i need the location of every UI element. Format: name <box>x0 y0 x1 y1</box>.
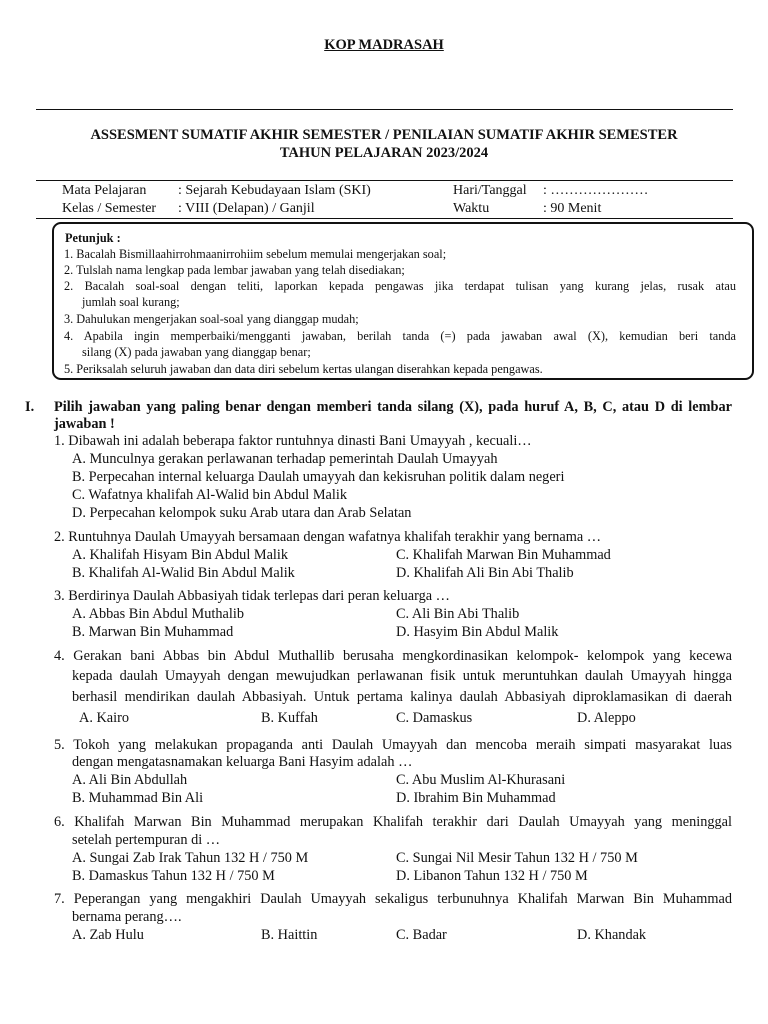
instruction-item: 4. Apabila ingin memperbaiki/mengganti jawaban, berilah tanda (=) pada jawaban awal (X), kemudian beri tanda <box>64 329 736 343</box>
header-divider <box>36 109 733 110</box>
question-5-cont: dengan mengatasnamakan keluarga Bani Hasyim adalah … <box>72 754 413 770</box>
instruction-item: 1. Bacalah Bismillaahirrohmaanirrohiim sebelum memulai mengerjakan soal; <box>64 247 447 261</box>
question-7: 7. Peperangan yang mengakhiri Daulah Umayyah sekaligus terbunuhnya Khalifah Marwan Bin Muhammad <box>54 891 732 907</box>
class-label: Kelas / Semester <box>62 201 157 216</box>
q4-option-c: C. Damaskus <box>396 710 473 726</box>
question-4-cont: kepada daulah Umayyah dengan mewujudkan perlawanan fisik untuk meruntuhkan daulah Umayyah hingga <box>72 668 732 684</box>
instructions-heading: Petunjuk : <box>65 231 121 245</box>
q1-option-b: B. Perpecahan internal keluarga Daulah umayyah dan kekisruhan politik dalam negeri <box>72 469 565 485</box>
q7-option-c: C. Badar <box>396 927 447 943</box>
info-top-rule <box>36 180 733 181</box>
instruction-item: 2. Tulslah nama lengkap pada lembar jawaban yang telah disediakan; <box>64 263 405 277</box>
question-3: 3. Berdirinya Daulah Abbasiyah tidak terlepas dari peran keluarga … <box>54 588 450 604</box>
question-4: 4. Gerakan bani Abbas bin Abdul Muthallib berusaha mengkordinasikan kelompok- kelompok yang kecewa <box>54 648 732 664</box>
q3-option-b: B. Marwan Bin Muhammad <box>72 624 234 640</box>
q5-option-b: B. Muhammad Bin Ali <box>72 790 204 806</box>
q6-option-c: C. Sungai Nil Mesir Tahun 132 H / 750 M <box>396 850 638 866</box>
time-value: : 90 Menit <box>543 201 602 216</box>
q6-option-d: D. Libanon Tahun 132 H / 750 M <box>396 868 588 884</box>
q2-option-c: C. Khalifah Marwan Bin Muhammad <box>396 547 611 563</box>
q4-option-d: D. Aleppo <box>577 710 636 726</box>
q3-option-a: A. Abbas Bin Abdul Muthalib <box>72 606 244 622</box>
instruction-item: 3. Dahulukan mengerjakan soal-soal yang dianggap mudah; <box>64 312 359 326</box>
question-7-cont: bernama perang…. <box>72 909 182 925</box>
q7-option-a: A. Zab Hulu <box>72 927 144 943</box>
instruction-item: 5. Periksalah seluruh jawaban dan data diri sebelum kertas ulangan diserahkan kepada pengawas. <box>64 362 543 376</box>
q5-option-d: D. Ibrahim Bin Muhammad <box>396 790 556 806</box>
q5-option-a: A. Ali Bin Abdullah <box>72 772 188 788</box>
class-value: : VIII (Delapan) / Ganjil <box>178 201 315 216</box>
q1-option-d: D. Perpecahan kelompok suku Arab utara dan Arab Selatan <box>72 505 412 521</box>
instruction-item: 2. Bacalah soal-soal dengan teliti, laporkan kepada pengawas jika terdapat tulisan yang kurang jelas, rusak atau <box>64 279 736 293</box>
instruction-item-cont: jumlah soal kurang; <box>82 295 180 309</box>
question-5: 5. Tokoh yang melakukan propaganda anti Daulah Umayyah dan mencoba meraih simpati masyarakat luas <box>54 737 732 753</box>
day-value: : ………………… <box>543 183 649 198</box>
q1-option-c: C. Wafatnya khalifah Al-Walid bin Abdul Malik <box>72 487 347 503</box>
academic-year: TAHUN PELAJARAN 2023/2024 <box>279 145 489 161</box>
q7-option-b: B. Haittin <box>261 927 318 943</box>
question-1: 1. Dibawah ini adalah beberapa faktor runtuhnya dinasti Bani Umayyah , kecuali… <box>54 433 532 449</box>
subject-label: Mata Pelajaran <box>62 183 147 198</box>
exam-title: ASSESMENT SUMATIF AKHIR SEMESTER / PENILAIAN SUMATIF AKHIR SEMESTER <box>90 127 678 143</box>
q7-option-d: D. Khandak <box>577 927 647 943</box>
kop-madrasah: KOP MADRASAH <box>324 37 444 53</box>
q1-option-a: A. Munculnya gerakan perlawanan terhadap pemerintah Daulah Umayyah <box>72 451 498 467</box>
question-6-cont: setelah pertempuran di … <box>72 832 221 848</box>
section-number: I. <box>25 399 35 415</box>
time-label: Waktu <box>453 201 490 216</box>
instruction-item-cont: silang (X) pada jawaban yang dianggap benar; <box>82 345 311 359</box>
q4-option-a: A. Kairo <box>79 710 130 726</box>
section-instruction: Pilih jawaban yang paling benar dengan memberi tanda silang (X), pada huruf A, B, C, atau D di lembar <box>54 399 732 415</box>
subject-value: : Sejarah Kebudayaan Islam (SKI) <box>178 183 371 198</box>
q2-option-b: B. Khalifah Al-Walid Bin Abdul Malik <box>72 565 295 581</box>
day-label: Hari/Tanggal <box>453 183 527 198</box>
q2-option-d: D. Khalifah Ali Bin Abi Thalib <box>396 565 574 581</box>
q3-option-c: C. Ali Bin Abi Thalib <box>396 606 520 622</box>
info-bottom-rule <box>36 218 733 219</box>
question-4-cont: berhasil mendirikan daulah Abbasiyah. Untuk pertama kalinya daulah Abbasiyah diproklamasikan di daerah <box>72 689 732 705</box>
question-2: 2. Runtuhnya Daulah Umayyah bersamaan dengan wafatnya khalifah terakhir yang bernama … <box>54 529 602 545</box>
q2-option-a: A. Khalifah Hisyam Bin Abdul Malik <box>72 547 289 563</box>
q6-option-b: B. Damaskus Tahun 132 H / 750 M <box>72 868 275 884</box>
q6-option-a: A. Sungai Zab Irak Tahun 132 H / 750 M <box>72 850 309 866</box>
question-6: 6. Khalifah Marwan Bin Muhammad merupakan Khalifah terakhir dari Daulah Umayyah yang meninggal <box>54 814 732 830</box>
q5-option-c: C. Abu Muslim Al-Khurasani <box>396 772 566 788</box>
q3-option-d: D. Hasyim Bin Abdul Malik <box>396 624 559 640</box>
q4-option-b: B. Kuffah <box>261 710 318 726</box>
section-instruction-cont: jawaban ! <box>54 416 115 432</box>
